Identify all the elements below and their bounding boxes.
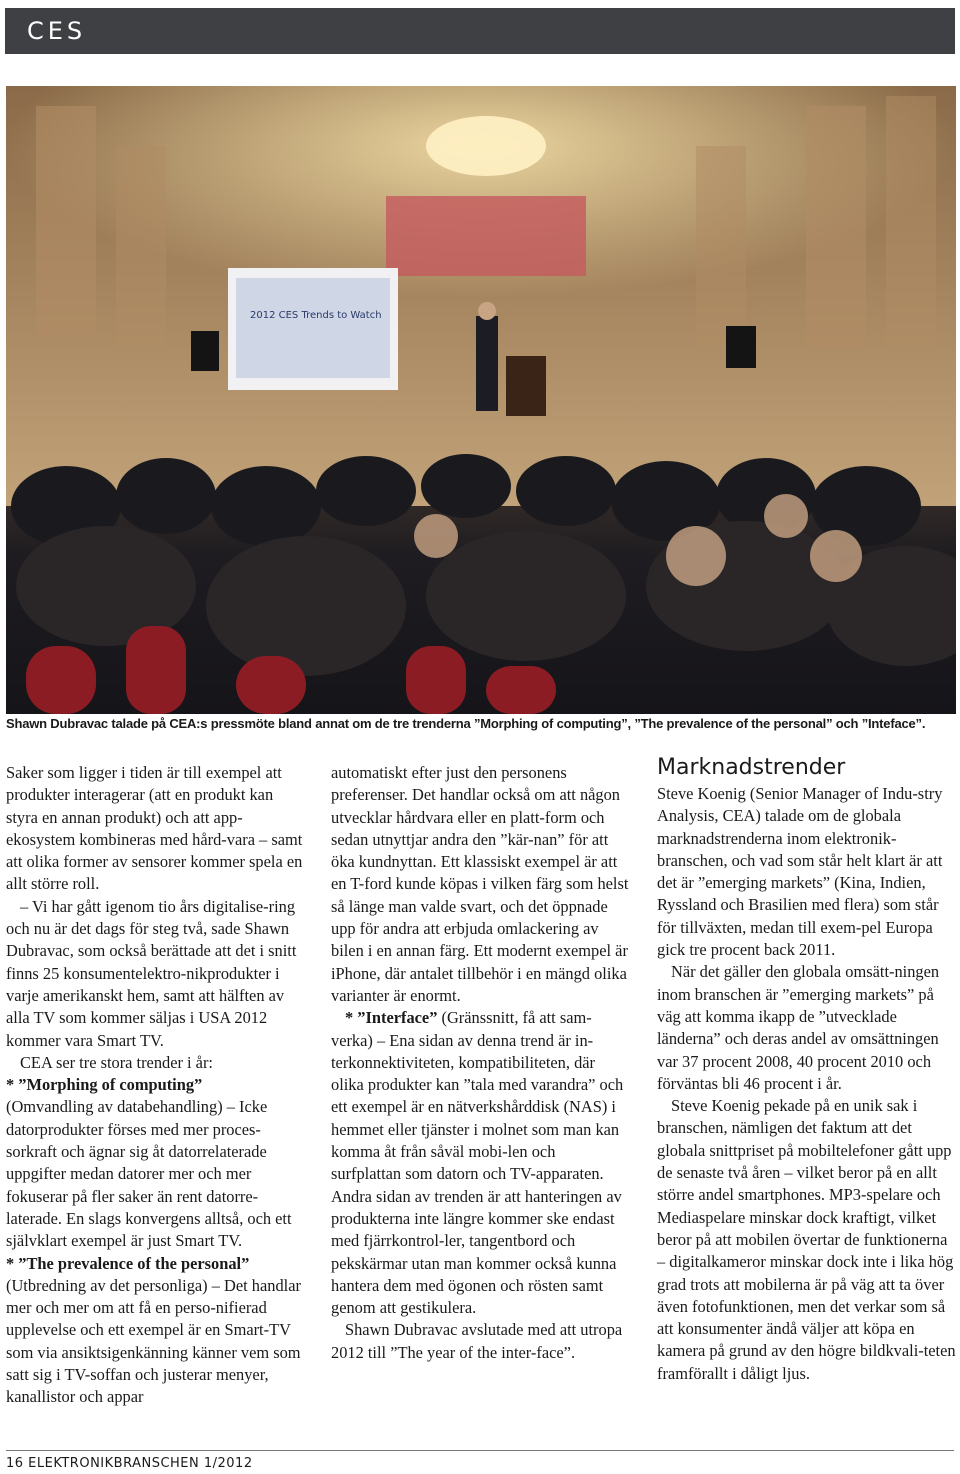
- paragraph: Steve Koenig (Senior Manager of Indu-stry Analysis, CEA) talade om de globala marknadstrenderna inom elektronik-branschen, och vad som står helt klart är att det är ”emerging markets” (Kina, Indien, Ryssland och Brasilien med flera) som står för tillväxten, medan till exem-pel Europa gick tre procent back 2011.: [657, 784, 943, 960]
- trend-heading: * ”Morphing of computing”: [6, 1075, 203, 1095]
- section-header-bar: [5, 8, 955, 54]
- paragraph: Steve Koenig pekade på en unik sak i branschen, nämligen det faktum att det globala snittpriset på mobiltelefoner gått upp de senaste två åren – vilket beror på en allt större andel smartphones. MP3-spelare och Mediaspelare minskar dock kraftigt, vilket beror på att mobilen övertar de funktionerna – digitalkameror minskar dock inte i lika hög grad trots att mobilerna är på väg att ta över även fotofunktionen, men det verkar som så att konsumenter ändå väljer att köpa en kamera på grund av den högre bildkvali-teten framförallt i dåligt ljus.: [657, 1096, 956, 1383]
- paragraph: CEA ser tre stora trender i år:: [20, 1052, 213, 1072]
- paragraph: Shawn Dubravac avslutade med att utropa 2012 till ”The year of the inter-face”.: [331, 1320, 623, 1362]
- paragraph: (Omvandling av databehandling) – Icke datorprodukter förses med mer proces-sorkraft och ägnar sig åt datorrelaterade uppgifter medan datorer mer och mer fokuserar på fler saker än rent datorre-laterade. En slags konvergens alltså, och ett självklart exempel är just Smart TV.: [6, 1097, 292, 1251]
- conference-photo-illustration: [6, 86, 956, 714]
- conference-photo: [6, 86, 956, 714]
- article-column-1: [6, 762, 304, 1409]
- screen-slide-text: 2012 CES Trends to Watch: [250, 310, 382, 321]
- article-column-2: [331, 762, 629, 1364]
- speaker-right: [726, 326, 756, 368]
- paragraph-text: (Gränssnitt, få att sam-verka) – Ena sidan av denna trend är in-terkonnektiviteten, kompatibiliteten, där olika produkter kan ”tala med varandra” och ett exempel är en nätverkshårddisk (NAS) i hemmet eller tjänster i molnet som man kan komma åt från såväl mobi-len och surfplattan som datorn och TV-apparaten. Andra sidan av trenden är att hanteringen av produkterna inte längre kommer ske endast med fjärrkontrol-ler, tangentbord och pekskärmar utan man kommer också kunna hantera dem med ögonen och rösten samt genom att gestikulera.: [331, 1008, 624, 1318]
- paragraph: (Utbredning av det personliga) – Det handlar mer och mer om att få en perso-nifierad upplevelse och ett exempel är en Smart-TV som via ansiktsigenkänning känner vem som satt sig i TV-soffan och justerar menyer, kanallistor och appar: [6, 1275, 301, 1407]
- speaker-left: [191, 331, 219, 371]
- trend-heading: * ”The prevalence of the personal”: [6, 1253, 250, 1273]
- footer-divider: [6, 1450, 954, 1451]
- trend-heading: * ”Interface”: [345, 1008, 438, 1028]
- paragraph: [331, 1007, 629, 1319]
- paragraph: automatiskt efter just den personens preferenser. Det handlar också om att någon utvecklar hårdvara eller en platt-form och sedan utnyttjar andra den ”kär-nan” för att öka kundnyttan. Ett klassiskt exempel är att en T-ford kunde köpas i vilken färg som helst så länge man valde svart, och det öppnade upp för andra att erbjuda omlackering av bilen i en annan färg. Ett modernt exempel är iPhone, där antalet tillbehör i en mängd olika varianter är enormt.: [331, 763, 629, 1005]
- paragraph: Saker som ligger i tiden är till exempel att produkter interagerar (att en produkt kan styra en annan produkt) och att app-ekosystem kombineras med hård-vara – samt att olika former av sensorer kommer spela en allt större roll.: [6, 763, 303, 894]
- presenter-figure: [476, 316, 498, 411]
- paragraph: – Vi har gått igenom tio års digitalise-ring och nu är det dags för steg två, sade Shawn Dubravac, som också berättade att det i snitt finns 25 konsumentelektro-nikprodukter i varje amerikanskt hem, samt att hälften av alla TV som kommer säljas i USA 2012 kommer vara Smart TV.: [6, 896, 297, 1050]
- sidebar-column: [657, 783, 957, 1385]
- page-footer: 16 ELEKTRONIKBRANSCHEN 1/2012: [6, 1456, 253, 1471]
- chandelier-shape: [426, 116, 546, 176]
- photo-caption: Shawn Dubravac talade på CEA:s pressmöte bland annat om de tre trenderna ”Morphing of computing”, ”The prevalence of the personal” och ”Inteface”.: [6, 716, 926, 731]
- sidebar-title: Marknadstrender: [657, 755, 846, 780]
- paragraph: När det gäller den globala omsätt-ningen inom branschen är ”emerging markets” på väg att komma ikapp de ”utvecklade länderna” och deras andel av omsättningen var 37 procent 2008, 40 procent 2010 och förväntas bli 46 procent i år.: [657, 962, 940, 1093]
- section-label: CES: [27, 17, 87, 45]
